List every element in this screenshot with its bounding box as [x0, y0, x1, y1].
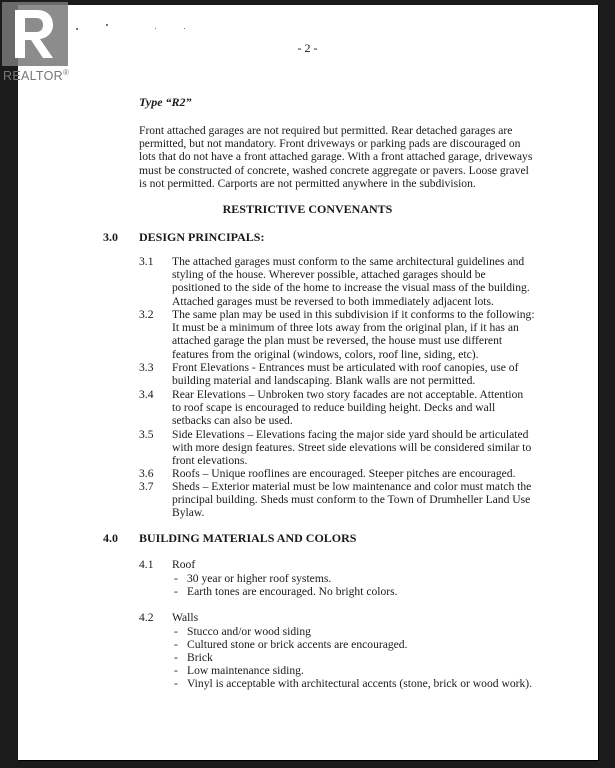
item-text: [172, 467, 516, 480]
bullet-item: Cultured stone or brick accents are encouraged.: [187, 638, 408, 651]
bullet-item: Low maintenance siding.: [187, 664, 304, 677]
item-line: to roof scape is encouraged to reduce building height. Decks and wall: [172, 401, 496, 415]
bullet-item: 30 year or higher roof systems.: [187, 572, 332, 585]
section-number: 3.0: [103, 230, 118, 244]
item-line: attached garage the plan must be reversed, the house must use different: [172, 334, 503, 348]
bullet-dash: -: [174, 585, 178, 598]
section-title: DESIGN PRINCIPALS:: [139, 230, 265, 244]
item-number: 3.3: [139, 361, 154, 374]
item-line: The attached garages must conform to the same architectural guidelines and: [172, 255, 525, 268]
item-line: features from the original (windows, colors, roof line, siding, etc).: [172, 347, 479, 361]
item-line: positioned to the side of the home to increase the visual mass of the building.: [172, 281, 530, 295]
item-line: Bylaw.: [172, 506, 205, 520]
intro-line: permitted, but not mandatory. Front driveways or parking pads are discouraged on: [139, 137, 521, 151]
item-number: 3.6: [139, 467, 154, 480]
intro-paragraph: [139, 124, 539, 190]
item-line: principal building. Sheds must conform to the Town of Drumheller Land Use: [172, 493, 531, 507]
item-text: [172, 308, 535, 361]
item-line: Side Elevations – Elevations facing the major side yard should be articulated: [172, 428, 529, 441]
bullet-item: Earth tones are encouraged. No bright colors.: [187, 585, 398, 598]
item-number: 4.2: [139, 611, 154, 624]
item-number: 3.2: [139, 308, 154, 321]
intro-line: is not permitted. Carports are not permitted anywhere in the subdivision.: [139, 176, 476, 190]
item-line: styling of the house. Wherever possible, attached garages should be: [172, 268, 486, 282]
bullet-dash: -: [174, 625, 178, 638]
item-label: Walls: [172, 611, 199, 624]
item-number: 3.4: [139, 388, 154, 401]
item-line: with more design features. Street side elevations will be considered similar to: [172, 441, 532, 455]
section-title: BUILDING MATERIALS AND COLORS: [139, 531, 357, 545]
bullet-dash: -: [174, 572, 178, 585]
item-line: It must be a minimum of three lots away from the original plan, if it has an: [172, 321, 519, 335]
item-line: setbacks can also be used.: [172, 414, 293, 428]
intro-line: must be constructed of concrete, washed concrete aggregate or pavers. Loose gravel: [139, 163, 529, 177]
page-number: - 2 -: [297, 41, 318, 55]
item-text: [172, 480, 531, 520]
item-line: The same plan may be used in this subdivision if it conforms to the following:: [172, 308, 535, 321]
item-line: building material and landscaping. Blank walls are not permitted.: [172, 374, 476, 388]
item-line: front elevations.: [172, 454, 248, 468]
item-text: [172, 388, 523, 428]
intro-line: lots that do not have a front attached garage. With a front attached garage, driveways: [139, 150, 533, 164]
bullet-item: Vinyl is acceptable with architectural accents (stone, brick or wood work).: [187, 677, 533, 690]
item-number: 3.5: [139, 428, 154, 441]
section-number: 4.0: [103, 531, 118, 545]
type-heading: Type “R2”: [139, 95, 192, 109]
item-line: Attached garages must be reversed to both immediately adjacent lots.: [172, 294, 494, 308]
bullet-dash: -: [174, 677, 178, 690]
restrictive-covenants-heading: RESTRICTIVE CONVENANTS: [222, 202, 393, 216]
scan-speck: [184, 28, 185, 29]
item-number: 3.1: [139, 255, 154, 268]
item-line: Rear Elevations – Unbroken two story facades are not acceptable. Attention: [172, 388, 524, 401]
item-line: Roofs – Unique rooflines are encouraged. Steeper pitches are encouraged.: [172, 467, 516, 480]
item-label: Roof: [172, 558, 196, 571]
item-text: [172, 255, 530, 308]
scan-speck: [106, 24, 108, 26]
bullet-dash: -: [174, 664, 178, 677]
item-number: 4.1: [139, 558, 154, 571]
bullet-item: Stucco and/or wood siding: [187, 625, 311, 638]
scan-speck: [76, 28, 78, 30]
intro-line: Front attached garages are not required but permitted. Rear detached garages are: [139, 124, 513, 137]
bullet-dash: -: [174, 638, 178, 651]
bullet-dash: -: [174, 651, 178, 664]
bullet-item: Brick: [187, 651, 213, 664]
realtor-logo-text: REALTOR®: [3, 68, 70, 84]
item-number: 3.7: [139, 480, 154, 493]
scan-speck: [155, 28, 156, 29]
item-line: Front Elevations - Entrances must be articulated with roof canopies, use of: [172, 361, 519, 374]
item-line: Sheds – Exterior material must be low maintenance and color must match the: [172, 480, 532, 493]
item-text: [172, 361, 518, 387]
item-text: [172, 428, 531, 468]
